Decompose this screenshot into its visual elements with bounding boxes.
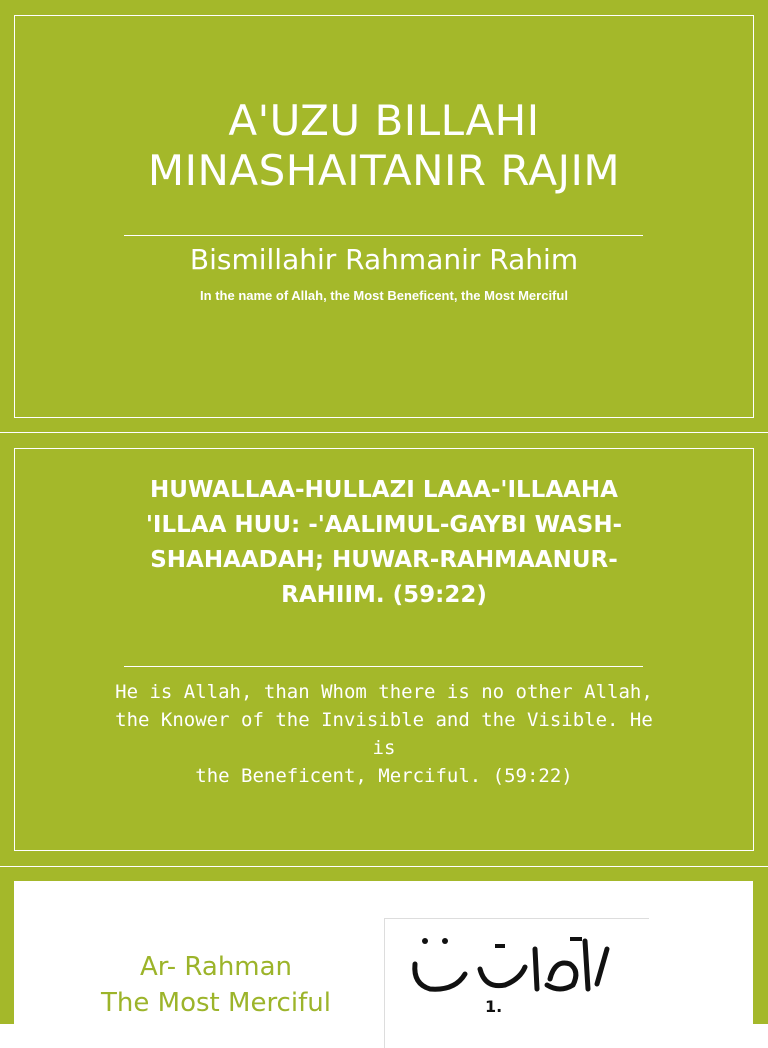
title-line: A'UZU BILLAHI bbox=[228, 96, 540, 145]
slide-subtitle: Bismillahir Rahmanir Rahim bbox=[189, 243, 579, 276]
slide-card bbox=[14, 881, 753, 1041]
slide-auzu-billahi bbox=[0, 0, 768, 432]
name-transliteration: Ar- Rahman bbox=[139, 952, 293, 982]
slide-frame bbox=[14, 15, 754, 418]
translation-line: the Knower of the Invisible and the Visible. He is bbox=[115, 709, 653, 759]
verse-line: 'ILLAA HUU: -'AALIMUL-GAYBI WASH- bbox=[145, 512, 623, 538]
verse-line: RAHIIM. (59:22) bbox=[281, 582, 487, 608]
ar-rahman-calligraphy-icon bbox=[385, 919, 649, 1048]
divider-line bbox=[124, 666, 643, 667]
image-number: 1. bbox=[485, 997, 503, 1016]
slide-verse-59-22 bbox=[0, 433, 768, 866]
translation-line: He is Allah, than Whom there is no other Allah, bbox=[115, 681, 653, 703]
name-label bbox=[76, 949, 356, 1021]
divider-line bbox=[124, 235, 643, 236]
verse-line: SHAHAADAH; HUWAR-RAHMAANUR- bbox=[150, 547, 618, 573]
slide-title bbox=[15, 96, 753, 196]
slide-ar-rahman bbox=[0, 867, 768, 1024]
verse-line: HUWALLAA-HULLAZI LAAA-'ILLAAHA bbox=[150, 477, 618, 503]
verse-transliteration bbox=[120, 473, 648, 613]
name-meaning: The Most Merciful bbox=[101, 988, 331, 1018]
title-line: MINASHAITANIR RAJIM bbox=[147, 146, 621, 195]
slide-translation: In the name of Allah, the Most Beneficent, the Most Merciful bbox=[200, 288, 568, 303]
verse-translation bbox=[108, 678, 660, 790]
calligraphy-image bbox=[384, 918, 649, 1048]
translation-line: the Beneficent, Merciful. (59:22) bbox=[195, 765, 573, 787]
